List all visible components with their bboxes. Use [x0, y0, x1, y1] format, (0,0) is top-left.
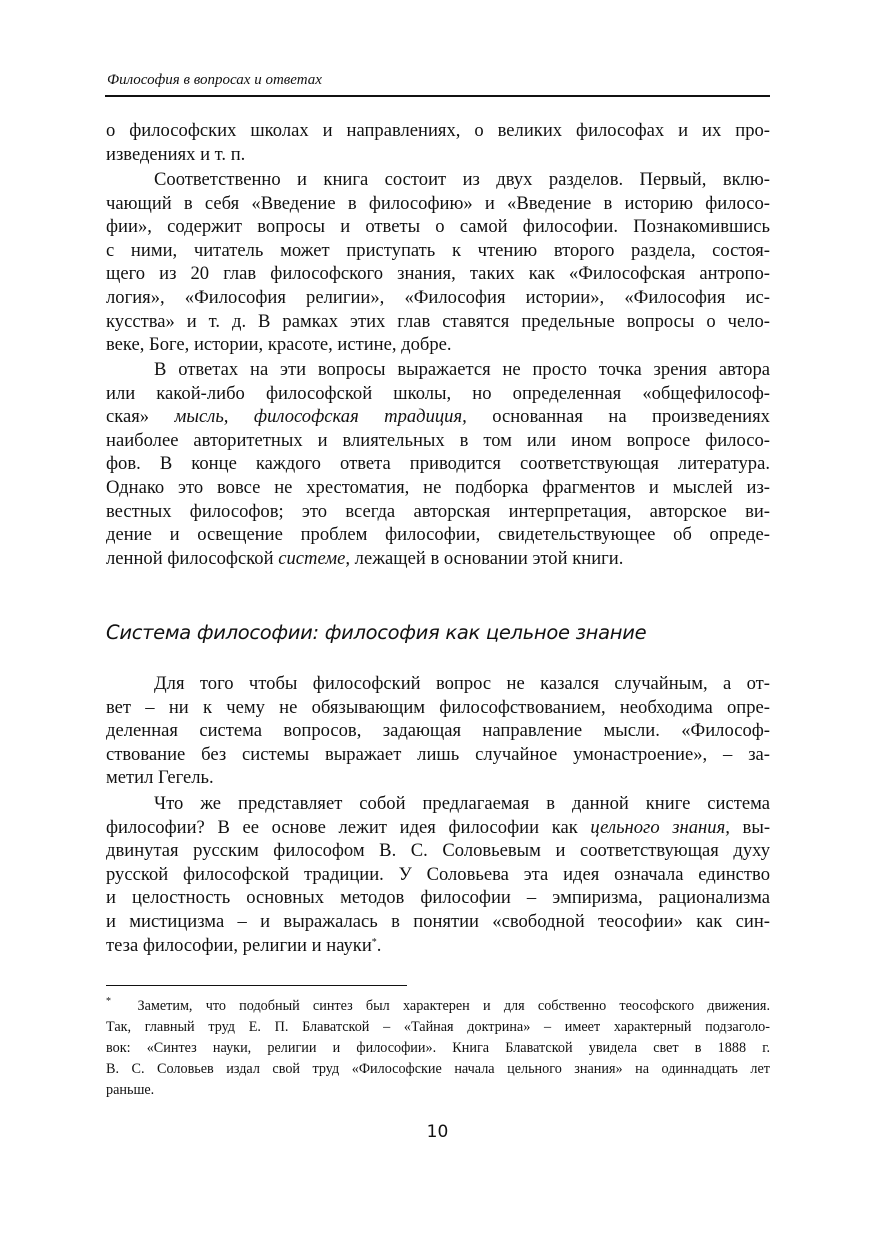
text-line: наиболее авторитетных и влиятельных в том или ином вопросе филосо- — [106, 429, 770, 451]
text-line: русской философской традиции. У Соловьева эта идея означала единство — [106, 863, 770, 885]
text-run: ская» — [106, 406, 150, 428]
footnote-reference[interactable]: * — [371, 936, 377, 948]
footnote-line: В. С. Соловьев издал свой труд «Философские начала цельного знания» на одиннадцать лет — [106, 1061, 770, 1077]
text-line: кусства» и т. д. В рамках этих глав ставятся предельные вопросы о чело- — [106, 310, 770, 332]
running-head: Философия в вопросах и ответах — [107, 72, 322, 88]
text-line: чающий в себя «Введение в философию» и «Введение в историю филосо- — [106, 192, 770, 214]
text-line: ствование без системы выражает лишь случайное умонастроение», – за- — [106, 743, 770, 765]
text-line: фии», содержит вопросы и ответы о самой философии. Познакомившись — [106, 216, 770, 238]
footnote — [106, 996, 770, 1101]
text-line: о философских школах и направлениях, о великих философах и их про- — [106, 120, 770, 141]
text-line: метил Гегель. — [106, 767, 214, 789]
text-line — [106, 405, 770, 429]
text-line: с ними, читатель может приступать к чтению второго раздела, состоя- — [106, 239, 770, 261]
text-run: ленной философской — [106, 547, 274, 569]
text-line: двинутая русским философом В. С. Соловьевым и соответствующая духу — [106, 840, 770, 862]
text-line: фов. В конце каждого ответа приводится соответствующая литература. — [106, 453, 770, 475]
text-run: основанная на произведениях — [492, 406, 770, 428]
text-run: лежащей в основании этой книги. — [354, 547, 624, 569]
text-line: Для того чтобы философский вопрос не казался случайным, а от- — [154, 673, 770, 694]
text-line: деленная система вопросов, задающая направление мысли. «Философ- — [106, 720, 770, 742]
text-run: вы- — [742, 816, 771, 838]
text-line — [106, 547, 770, 571]
intro-paragraph-2 — [106, 168, 770, 357]
text-line: и целостность основных методов философии – эмпиризма, рационализма — [106, 887, 770, 909]
text-run: философии? В ее основе лежит идея философии как — [106, 816, 578, 838]
section-paragraph-2 — [106, 792, 770, 957]
footnote-rule — [106, 985, 407, 986]
section-heading: Система философии: философия как цельное знание — [106, 621, 647, 644]
text-line: Однако это вовсе не хрестоматия, не подборка фрагментов и мыслей из- — [106, 476, 770, 498]
italic-phrase: цельного знания, — [590, 816, 730, 838]
text-run: . — [376, 934, 382, 956]
intro-paragraph-3 — [106, 358, 770, 570]
text-line: или какой-либо философской школы, но определенная «общефилософ- — [106, 382, 770, 404]
intro-paragraph-1 — [106, 119, 770, 166]
text-line: вестных философов; это всегда авторская интерпретация, авторское ви- — [106, 500, 770, 522]
section-paragraph-1 — [106, 672, 770, 790]
page-number: 10 — [426, 1122, 449, 1142]
text-line: Что же представляет собой предлагаемая в данной книге система — [154, 793, 770, 814]
footnote-line — [106, 996, 770, 1017]
footnote-line: Так, главный труд Е. П. Блаватской – «Тайная доктрина» – имеет характерный подзаголо- — [106, 1019, 770, 1035]
text-line: дение и освещение проблем философии, свидетельствующее об опреде- — [106, 524, 770, 546]
footnote-mark: * — [106, 996, 111, 1007]
italic-phrase: системе, — [278, 547, 351, 569]
text-run: Заметим, что подобный синтез был характерен и для собственно теософского движения. — [137, 998, 770, 1014]
text-line — [106, 934, 770, 958]
header-rule — [105, 95, 770, 97]
text-line: Соответственно и книга состоит из двух разделов. Первый, вклю- — [154, 169, 770, 190]
text-run: теза философии, религии и науки — [106, 934, 372, 956]
footnote-line: раньше. — [106, 1082, 155, 1098]
text-line: веке, Боге, истории, красоте, истине, добре. — [106, 334, 452, 356]
text-line: В ответах на эти вопросы выражается не просто точка зрения автора — [154, 359, 770, 380]
text-line — [106, 816, 770, 840]
text-line: логия», «Философия религии», «Философия истории», «Философия ис- — [106, 286, 770, 308]
text-line: щего из 20 глав философского знания, таких как «Философская антропо- — [106, 263, 770, 285]
text-line: и мистицизма – и выражалась в понятии «свободной теософии» как син- — [106, 910, 770, 932]
italic-phrase: мысль, философская традиция, — [174, 406, 467, 428]
footnote-line: вок: «Синтез науки, религии и философии». Книга Блаватской увидела свет в 1888 г. — [106, 1040, 770, 1056]
text-line: изведениях и т. п. — [106, 143, 246, 165]
text-line: вет – ни к чему не обязывающим философствованием, необходима опре- — [106, 696, 770, 718]
